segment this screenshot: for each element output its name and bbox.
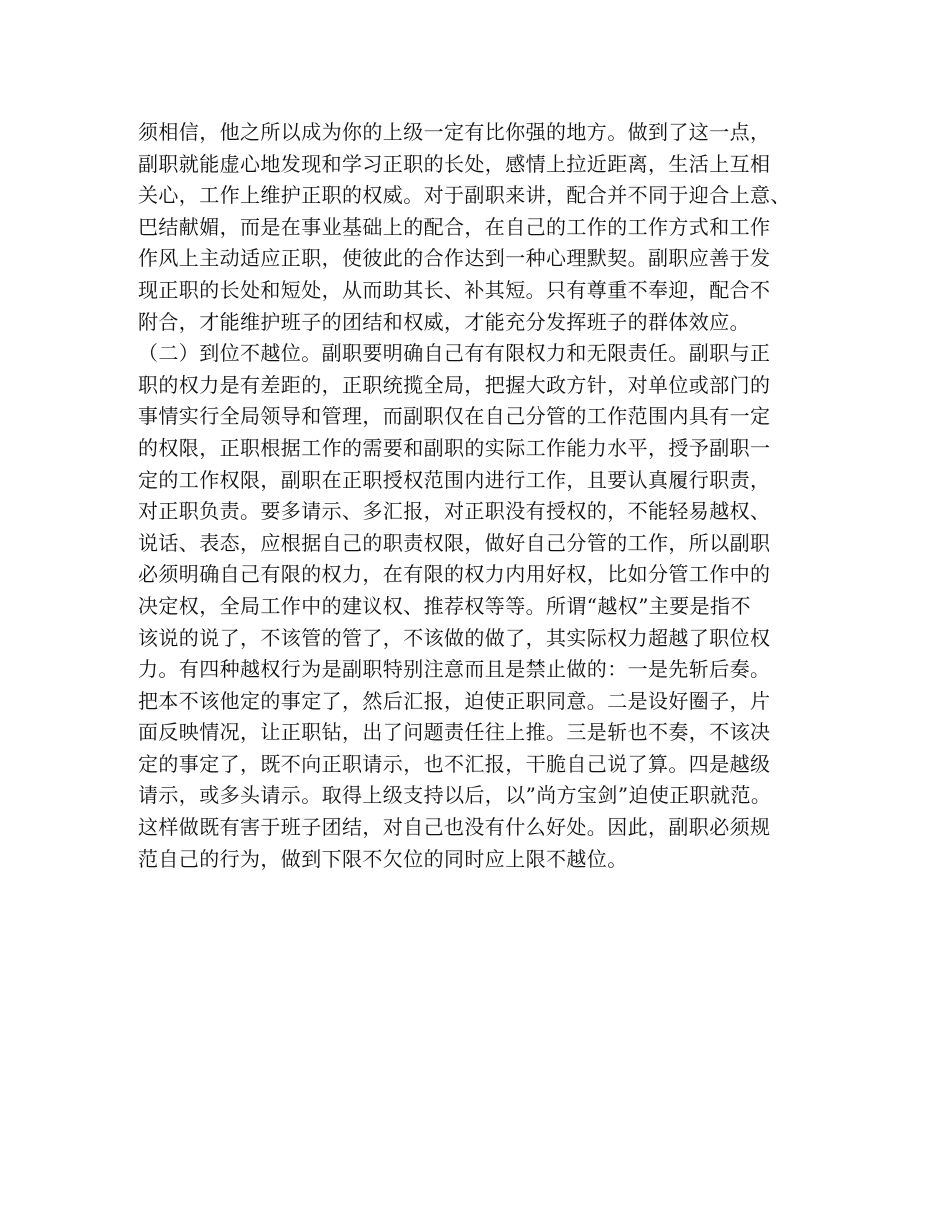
text-line: 关心，工作上维护正职的权威。对于副职来讲，配合并不同于迎合上意、: [138, 183, 791, 208]
text-line: 范自己的行为，做到下限不欠位的同时应上限不越位。: [138, 846, 628, 871]
text-line: 定的事定了，既不向正职请示，也不汇报，干脆自己说了算。四是越级: [138, 751, 771, 776]
text-line: 事情实行全局领导和管理，而副职仅在自己分管的工作范围内具有一定: [138, 404, 771, 429]
text-line: 副职就能虚心地发现和学习正职的长处，感情上拉近距离，生活上互相: [138, 151, 771, 176]
text-line: 该说的说了，不该管的管了，不该做的做了，其实际权力超越了职位权: [138, 625, 771, 650]
text-line: 巴结献媚，而是在事业基础上的配合，在自己的工作的工作方式和工作: [138, 214, 771, 239]
text-line: 对正职负责。要多请示、多汇报，对正职没有授权的，不能轻易越权、: [138, 499, 771, 524]
text-line: 作风上主动适应正职，使彼此的合作达到一种心理默契。副职应善于发: [138, 246, 771, 271]
text-line: 必须明确自己有限的权力，在有限的权力内用好权，比如分管工作中的: [138, 562, 771, 587]
text-line: （二）到位不越位。副职要明确自己有有限权力和无限责任。副职与正: [138, 341, 771, 366]
text-line: 附合，才能维护班子的团结和权威，才能充分发挥班子的群体效应。: [138, 309, 750, 334]
body-text: [138, 117, 838, 875]
text-line: 面反映情况，让正职钻，出了问题责任往上推。三是斩也不奏，不该决: [138, 720, 771, 745]
text-line: 须相信，他之所以成为你的上级一定有比你强的地方。做到了这一点，: [138, 120, 771, 144]
text-line: 请示，或多头请示。取得上级支持以后，以”尚方宝剑”迫使正职就范。: [138, 783, 772, 808]
text-line: 决定权，全局工作中的建议权、推荐权等等。所谓“越权”主要是指不: [138, 593, 751, 618]
text-line: 现正职的长处和短处，从而助其长、补其短。只有尊重不奉迎，配合不: [138, 277, 771, 302]
text-line: 力。有四种越权行为是副职特别注意而且是禁止做的：一是先斩后奏。: [138, 657, 771, 682]
text-line: 职的权力是有差距的，正职统揽全局，把握大政方针，对单位或部门的: [138, 372, 771, 397]
text-line: 定的工作权限，副职在正职授权范围内进行工作，且要认真履行职责，: [138, 467, 771, 492]
text-line: 把本不该他定的事定了，然后汇报，迫使正职同意。二是设好圈子，片: [138, 688, 771, 713]
text-line: 说话、表态，应根据自己的职责权限，做好自己分管的工作，所以副职: [138, 530, 771, 555]
text-line: 的权限，正职根据工作的需要和副职的实际工作能力水平，授予副职一: [138, 435, 771, 460]
text-line: 这样做既有害于班子团结，对自己也没有什么好处。因此，副职必须规: [138, 815, 771, 840]
